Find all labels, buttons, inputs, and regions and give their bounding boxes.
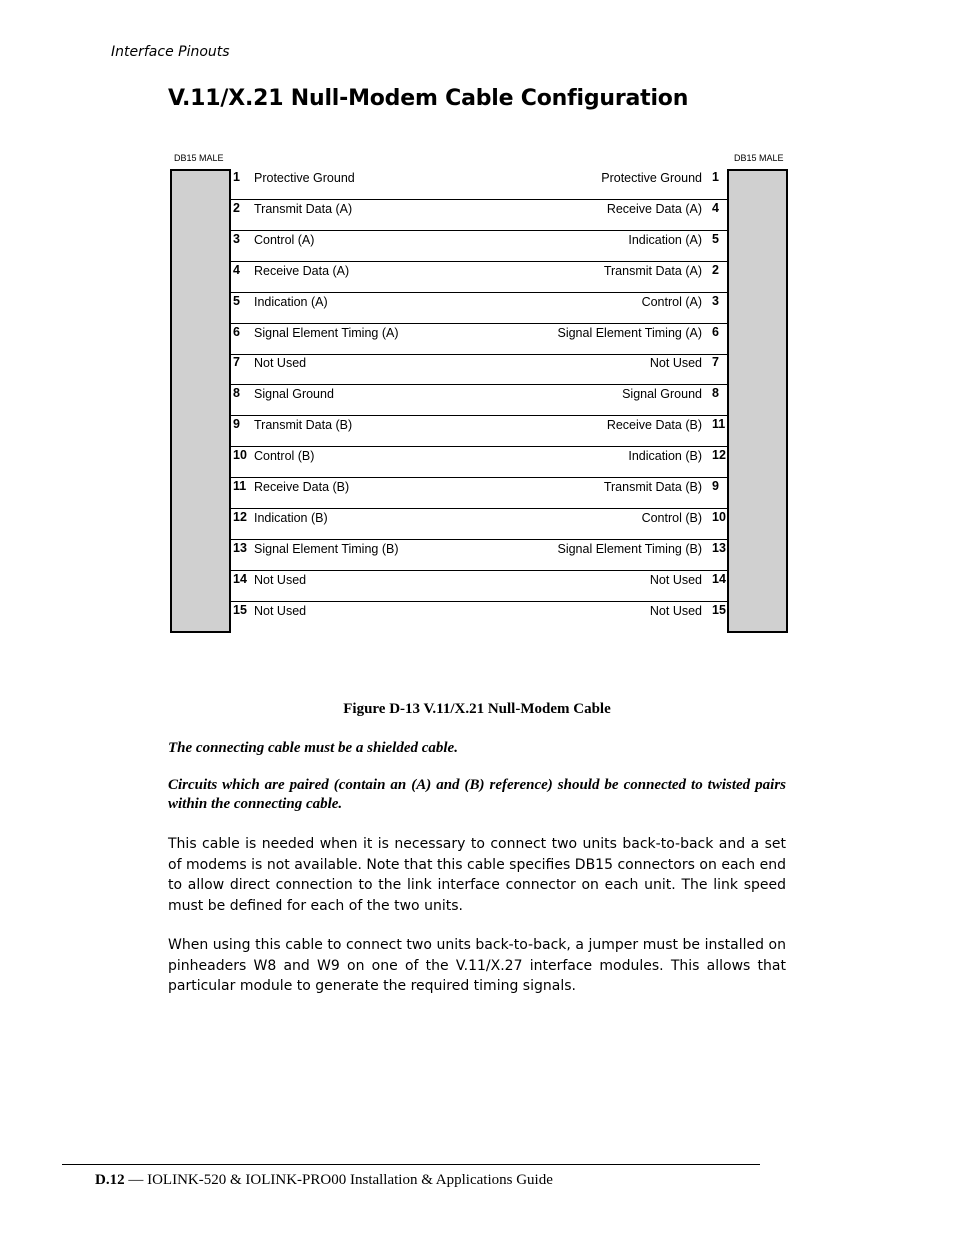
left-signal-name: Control (B) [254,449,315,464]
right-signal-name: Receive Data (B) [606,418,702,433]
right-signal-name: Control (B) [641,510,702,525]
right-connector-label: DB15 MALE [734,153,784,163]
right-pin-number: 3 [712,293,719,308]
left-pin-number: 10 [233,448,247,463]
pin-row [229,169,727,200]
right-db15-connector [727,169,788,633]
right-pin-number: 13 [712,540,726,555]
left-db15-connector [170,169,231,633]
right-pin-number: 12 [712,448,726,463]
left-pin-number: 13 [233,540,247,555]
right-pin-number: 14 [712,571,726,586]
pin-row [229,571,727,602]
right-signal-name: Signal Ground [622,387,702,402]
pin-row [229,509,727,540]
left-signal-name: Protective Ground [254,171,355,185]
right-pin-number: 6 [712,324,719,339]
left-pin-number: 6 [233,324,240,339]
left-pin-number: 7 [233,355,240,370]
page-number: D.12 [95,1172,125,1188]
right-pin-number: 1 [712,170,719,184]
right-pin-number: 10 [712,509,726,524]
running-header: Interface Pinouts [111,44,230,60]
right-signal-name: Indication (B) [628,449,702,464]
left-pin-number: 14 [233,571,247,586]
left-signal-name: Control (A) [254,232,315,247]
left-signal-name: Indication (B) [254,510,328,525]
paragraph-purpose: This cable is needed when it is necessary to connect two units back-to-back and a set of modems is not available. Note that this cable specifies DB15 connectors on each end to allow direct connection to the link interface connector on each unit. The link speed must be defined for each of the two units. [168,836,786,914]
left-signal-name: Signal Ground [254,387,334,402]
note-shielded: The connecting cable must be a shielded cable. [168,740,458,756]
paragraph-jumper: When using this cable to connect two units back-to-back, a jumper must be installed on pinheaders W8 and W9 on one of the V.11/X.27 interface modules. This allows that particular module to generate the required timing signals. [168,937,786,994]
section-title: V.11/X.21 Null-Modem Cable Configuration [168,86,689,111]
left-signal-name: Signal Element Timing (B) [254,541,399,556]
right-signal-name: Not Used [649,356,702,371]
right-pin-number: 15 [712,602,726,617]
right-pin-number: 5 [712,231,719,246]
pin-row [229,231,727,262]
right-pin-number: 11 [712,417,726,432]
pin-row [229,540,727,571]
right-pin-number: 2 [712,262,719,277]
right-pin-number: 9 [712,479,719,493]
right-signal-name: Receive Data (A) [606,201,702,216]
left-signal-name: Not Used [254,572,307,587]
pin-row [229,385,727,416]
pin-row [229,416,727,447]
left-signal-name: Not Used [254,603,307,618]
right-pin-number: 4 [712,200,719,215]
left-pin-number: 1 [233,170,240,184]
pin-row [229,602,727,633]
left-signal-name: Not Used [254,356,307,371]
pin-row [229,447,727,478]
footer-title: — IOLINK-520 & IOLINK-PRO00 Installation & Applications Guide [124,1172,553,1188]
right-signal-name: Not Used [649,603,702,618]
figure-caption: Figure D-13 V.11/X.21 Null-Modem Cable [343,701,611,717]
right-signal-name: Not Used [649,572,702,587]
right-signal-name: Signal Element Timing (A) [557,325,702,340]
left-signal-name: Indication (A) [254,294,328,309]
right-pin-number: 8 [712,386,719,401]
left-pin-number: 12 [233,509,247,524]
page-footer [95,1172,553,1189]
pin-row [229,293,727,324]
right-signal-name: Indication (A) [628,232,702,247]
right-signal-name: Protective Ground [601,171,702,185]
left-signal-name: Receive Data (A) [254,263,350,278]
left-pin-number: 8 [233,386,240,401]
right-signal-name: Transmit Data (B) [603,480,702,494]
left-signal-name: Transmit Data (A) [254,201,353,216]
left-signal-name: Transmit Data (B) [254,418,353,433]
left-signal-name: Receive Data (B) [254,480,350,494]
left-pin-number: 4 [233,262,240,277]
pin-row [229,262,727,293]
pin-row [229,354,727,385]
left-pin-number: 5 [233,293,240,308]
right-signal-name: Signal Element Timing (B) [557,541,702,556]
footer-rule [62,1164,760,1165]
pin-row [229,478,727,509]
left-pin-number: 3 [233,231,240,246]
pin-row [229,324,727,355]
left-pin-number: 2 [233,200,240,215]
left-signal-name: Signal Element Timing (A) [254,325,399,340]
left-pin-number: 9 [233,417,240,432]
left-connector-label: DB15 MALE [174,153,224,163]
left-pin-number: 11 [233,479,247,493]
right-pin-number: 7 [712,355,719,370]
left-pin-number: 15 [233,602,247,617]
note-twisted-pairs: Circuits which are paired (contain an (A) and (B) reference) should be connected to twisted pairs within the connecting cable. [168,777,786,812]
right-signal-name: Control (A) [641,294,702,309]
pin-row [229,200,727,231]
right-signal-name: Transmit Data (A) [603,263,702,278]
